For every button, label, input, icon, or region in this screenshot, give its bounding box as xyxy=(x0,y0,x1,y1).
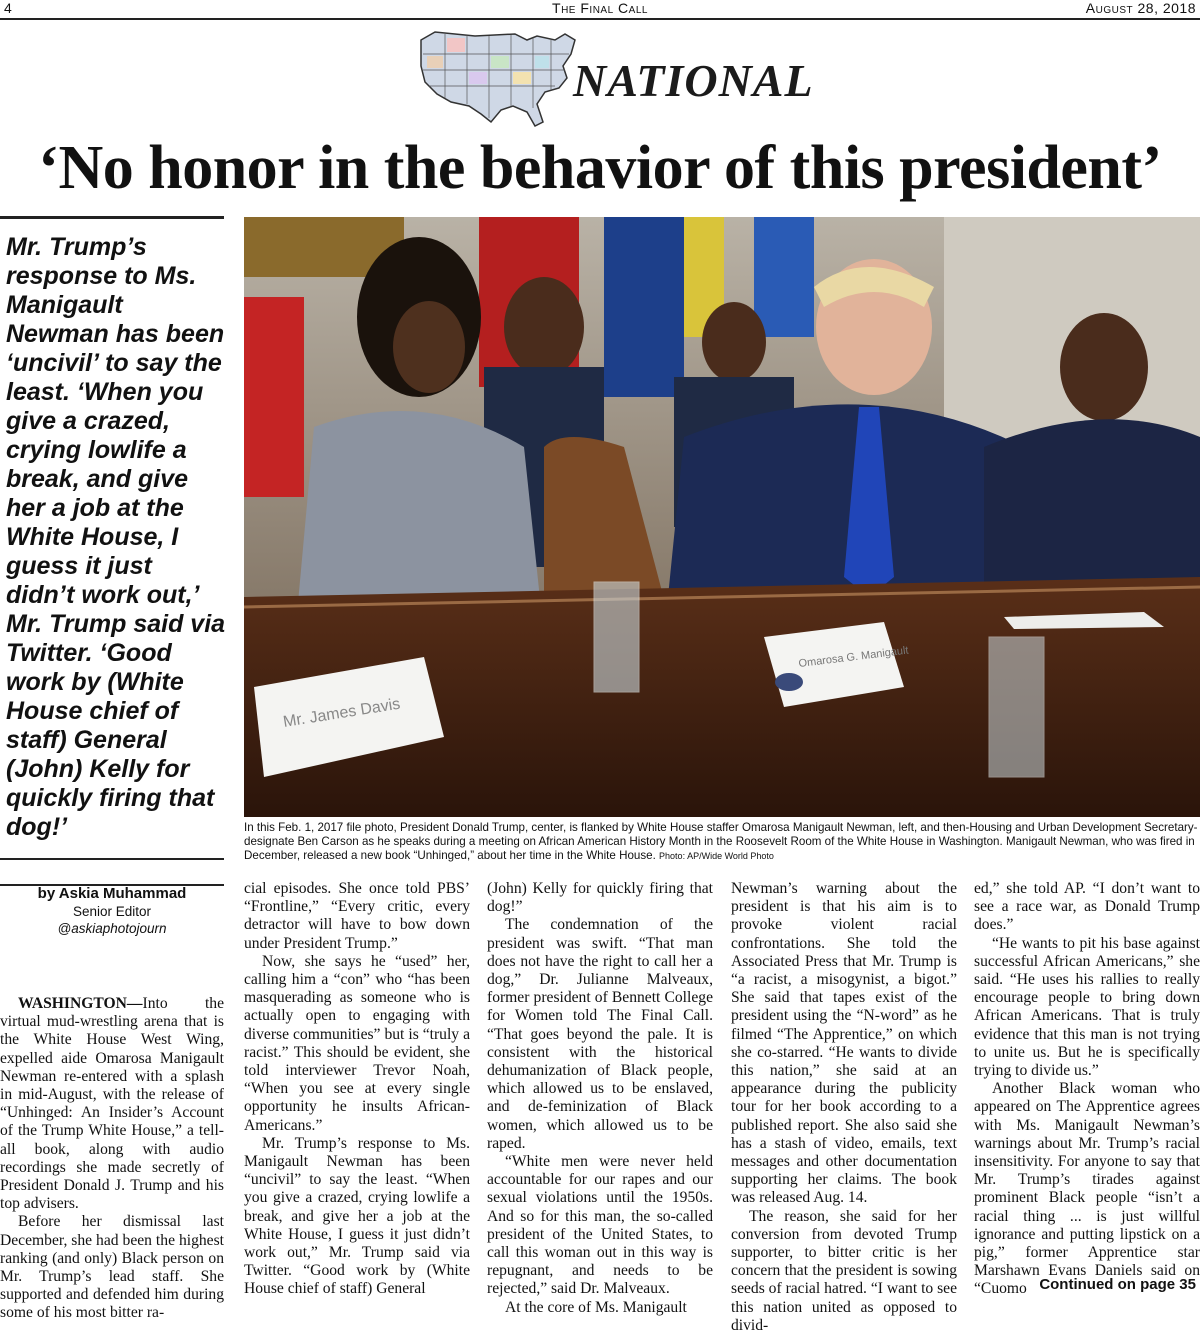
paragraph: Now, she says he “used” her, calling him a “con” who “has been masquerading as someone who is actually open to engaging with diverse communities” but is “truly a racist.” This should be evident, she told interviewer Trevor Noah, “When you see at every single opportunity he insults African-Americans.” xyxy=(244,952,470,1134)
paragraph: Before her dismissal last December, she had been the highest ranking (and only) Black person on Mr. Trump’s lead staff. She supported and defended him during some of his most bitter ra- xyxy=(0,1213,224,1322)
article-column-1 xyxy=(0,995,224,1323)
article-column-4 xyxy=(731,880,957,1335)
paragraph: At the core of Ms. Manigault xyxy=(505,1298,687,1316)
paragraph: “White men were never held accountable for our rapes and our sexual violations until the 1950s. And so for this man, the so-called president of the United States, to call this woman out in this way is repugnant, and needs to be rejected,” said Dr. Malveaux. xyxy=(487,1153,713,1298)
paragraph: WASHINGTON—Into the virtual mud-wrestling arena that is the White House West Wing, expelled aide Omarosa Manigault Newman re-entered with a splash in mid-August, with the release of “Unhinged: An Insider’s Account of the Trump White House,” a tell-all book, along with audio recordings she made secretly of President Donald J. Trump and his top advisers. xyxy=(0,995,224,1213)
paragraph: The condemnation of the president was swift. “That man does not have the right to call her a dog,” Dr. Julianne Malveaux, former president of Bennett College for Women told The Final Call. “That goes beyond the pale. It is consistent with the historical dehumanization of Black people, which allowed us to be enslaved, and de-feminization of Black women, which allowed us to be raped. xyxy=(487,916,713,1152)
paragraph: Mr. Trump’s response to Ms. Manigault Newman has been “uncivil” to say the least. “When you give a crazed, crying lowlife a break, and give her a job at the White House, I guess it just didn’t work out,” Mr. Trump said via Twitter. “Good work by (White House chief of staff) General xyxy=(244,1134,470,1298)
section-label: NATIONAL xyxy=(573,55,814,106)
news-photo xyxy=(244,217,1200,817)
dateline: WASHINGTON— xyxy=(18,995,143,1012)
paragraph: (John) Kelly for quickly firing that dog!” xyxy=(487,880,713,916)
us-map-icon xyxy=(415,26,585,131)
placard-davis: Mr. James Davis xyxy=(281,695,402,731)
page-header xyxy=(0,0,1200,20)
byline xyxy=(0,885,224,937)
photo-credit: Photo: AP/Wide World Photo xyxy=(659,851,774,861)
paragraph: ed,” she told AP. “I don’t want to see a race war, as Donald Trump does.” xyxy=(974,880,1200,934)
photo-caption xyxy=(244,821,1200,863)
paragraph: Newman’s warning about the president is that his aim is to provoke violent racial confrontations. She told the Associated Press that Mr. Trump is “a racist, a misogynist, a bigot.” She said that tapes exist of the president using the “N-word” as he filmed “The Apprentice,” on which she co-starred. “He wants to divide this nation,” she said at an appearance during the publicity tour for her book according to a published report. She also said she has a stash of video, emails, text messages and other documentation supporting her claims. The book was released Aug. 14. xyxy=(731,880,957,1207)
paragraph: The reason, she said for her conversion from devoted Trump supporter, to bitter critic is her concern that the president is sowing seeds of racial hatred. “I want to see this nation united as opposed to divid- xyxy=(731,1207,958,1334)
paragraph: cial episodes. She once told PBS’ “Frontline,” “Every critic, every detractor will have to bow down under President Trump.” xyxy=(244,880,470,952)
page-number: 4 xyxy=(4,0,12,16)
placard-manigault: Omarosa G. Manigault xyxy=(797,644,910,670)
section-banner xyxy=(415,26,814,131)
publication-name: The Final Call xyxy=(552,0,648,16)
pull-quote: Mr. Trump’s response to Ms. Manigault Newman has been ‘uncivil’ to say the least. ‘When you give a crazed, crying lowlife a break, and give her a job at the White House, I guess it just didn’t work out,’ Mr. Trump said via Twitter. ‘Good work by (White House chief of staff) General (John) Kelly for quickly firing that dog!’ xyxy=(6,233,226,841)
continued-link[interactable]: Continued on page 35 xyxy=(1039,1276,1196,1293)
author-handle: @askiaphotojourn xyxy=(57,921,167,936)
issue-date: August 28, 2018 xyxy=(1085,0,1196,16)
author-name: by Askia Muhammad xyxy=(37,885,187,902)
article-column-5 xyxy=(974,880,1200,1299)
paragraph: “He wants to pit his base against successful African Americans,” she said. “He uses his rallies to really encourage people to bring down African Americans. That is truly evidence that this man is not trying to unite us. But he is specifically trying to divide us.” xyxy=(974,934,1200,1080)
caption-text: In this Feb. 1, 2017 file photo, President Donald Trump, center, is flanked by White House staffer Omarosa Manigault Newman, left, and then-Housing and Urban Development Secretary-designate Ben Carson as he speaks during a meeting on African American History Month in the Roosevelt Room of the White House in Washington. Manigault Newman, who was fired in December, released a new book “Unhinged,” about her time in the White House. xyxy=(244,821,1198,862)
divider xyxy=(0,216,224,219)
paragraph: Another Black woman who appeared on The Apprentice agrees with Ms. Manigault Newman’s warnings about Mr. Trump’s racial insensitivity. For anyone to say that Mr. Trump’s tirades against prominent Black people “isn’t a racial thing ... is just willful ignorance and putting lipstick on a pig,” former Apprentice star Marshawn Evans Daniels said on “Cuomo xyxy=(974,1080,1200,1298)
article-column-2 xyxy=(244,880,470,1299)
divider xyxy=(0,858,224,860)
author-title: Senior Editor xyxy=(72,904,152,919)
article-column-3 xyxy=(487,880,713,1317)
headline: ‘No honor in the behavior of this president’ xyxy=(38,134,1162,202)
